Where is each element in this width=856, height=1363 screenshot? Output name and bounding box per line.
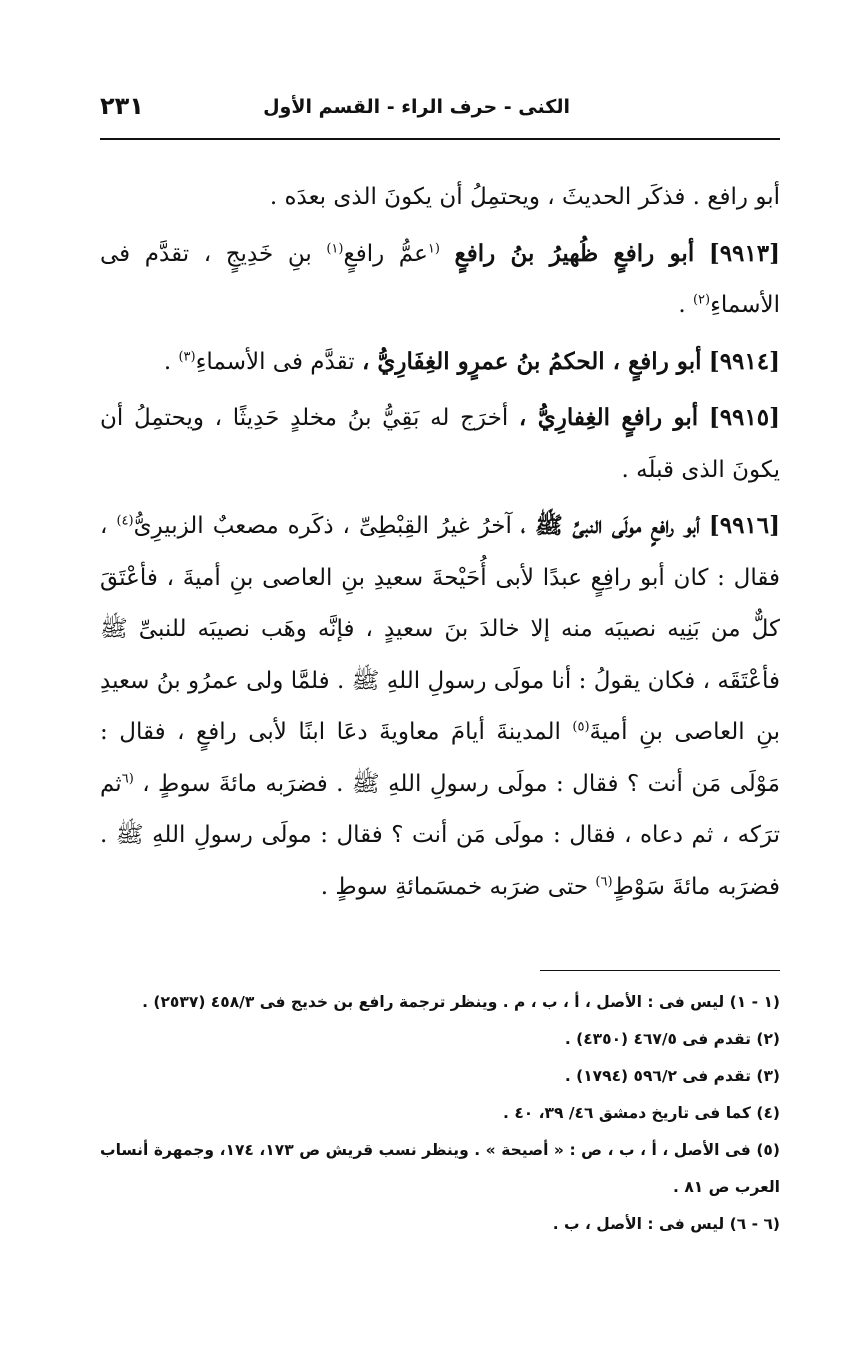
footnote-ref: (٣) (178, 348, 196, 364)
footnote-ref: (٦) (595, 873, 613, 889)
entry-text: حتى ضرَبه خمسَمائةِ سوطٍ . (320, 873, 589, 900)
footnote: (٢) تقدم فى ٤٦٧/٥ (٤٣٥٠) . (564, 1030, 780, 1048)
footnote: (١ - ١) ليس فى : الأصل ، أ ، ب ، م . وينظر ترجمة رافع بن خديج فى ٤٥٨/٣ (٢٥٣٧) . (142, 993, 780, 1011)
entry-9916 (100, 500, 780, 913)
entry-text: أخرَج له بَقِيُّ بنُ مخلدٍ حَدِيثًا ، ويحتمِلُ أن يكونَ الذى قبلَه . (100, 405, 780, 483)
entry-number: [٩٩١٥] (708, 404, 781, 431)
header-rule (100, 138, 780, 140)
entry-text: المدينةَ أيامَ معاويةَ دعَا ابنًا لأبى رافعٍ ، فقال : مَوْلَى مَن أنت ؟ فقال : مولَى رسولِ اللهِ ﷺ . فضرَبه مائةَ سوطٍ ، (100, 719, 780, 797)
entry-9914 (100, 336, 780, 389)
footnote: (٤) كما فى تاريخ دمشق ٤٦/ ٣٩، ٤٠ . (503, 1104, 780, 1122)
entry-name: أبو رافعٍ ، الحكمُ بنُ عمرٍو الغِفَارِيُّ ، (361, 347, 702, 375)
entry-text: تقدَّم فى الأسماءِ (195, 348, 355, 375)
footnote-ref: (٢) (692, 292, 711, 308)
entry-number: [٩٩١٦] (708, 512, 781, 539)
entry-text: ثم ترَكه ، ثم دعاه ، فقال : مولَى مَن أنت ؟ فقال : مولَى رسولِ اللهِ ﷺ . فضرَبه مائةَ سَوْطٍ (100, 770, 780, 900)
entry-9915 (100, 392, 780, 496)
entry-name: أبو رافعٍ ظُهيرُ بنُ رافعٍ (454, 239, 695, 267)
main-text (100, 172, 780, 917)
footnote-rule (540, 970, 780, 971)
entry-name: أبو رافعٍ مولَى النبىِّ ﷺ ، (520, 512, 700, 539)
entry-number: [٩٩١٤] (708, 347, 780, 375)
footnote-ref: (١) (326, 240, 344, 256)
page-header (100, 90, 780, 130)
entry-text: آخرُ غيرُ القِبْطِىِّ ، ذكَره مصعبٌ الزبيرِىُّ (133, 513, 512, 539)
footnote-ref: (٥) (572, 719, 590, 735)
footnote-ref: (١ (427, 240, 440, 256)
footnote: (٦ - ٦) ليس فى : الأصل ، ب . (552, 1215, 780, 1233)
entry-text: بنِ خَدِيجٍ ، تقدَّم فى الأسماءِ (100, 240, 780, 318)
paragraph-text: أبو رافع . فذكَر الحديثَ ، ويحتمِلُ أن يكونَ الذى بعدَه . (269, 184, 780, 210)
page-number: ٢٣١ (100, 92, 144, 120)
footnote: (٥) فى الأصل ، أ ، ب ، ص : « أصيحة » . وينظر نسب قريش ص ١٧٣، ١٧٤، وجمهرة أنساب العرب ص ٨١ . (100, 1141, 780, 1196)
entry-text: . (163, 348, 172, 375)
running-title: الكنى - حرف الراء - القسم الأول (263, 96, 570, 118)
entry-text: عمُّ رافعٍ (343, 240, 428, 267)
paragraph-continuation (100, 172, 780, 224)
entry-text: ، فقال : كان أبو رافِعٍ عبدًا لأبى أُحَيْحةَ سعيدِ بنِ العاصى بنِ أميةَ ، فأعْتَقَ كلٌّ من بَنِيه نصيبَه منه إلا خالدَ بنَ سعيدٍ ، فإنَّه وهَب نصيبَه للنبىِّ ﷺ فأعْتَقَه ، فكان يقولُ : أنا مولَى رسولِ اللهِ ﷺ . فلمَّا ولى عمرُو بنُ سعيدِ بنِ العاصى بنِ أميةَ (100, 513, 781, 745)
footnote-ref: (٤) (116, 513, 134, 529)
entry-9913 (100, 228, 780, 332)
entry-text: . (678, 292, 686, 318)
footnote: (٣) تقدم فى ٥٩٦/٢ (١٧٩٤) . (564, 1067, 780, 1085)
footnote-ref: (٦ (121, 770, 134, 786)
entry-number: [٩٩١٣] (708, 239, 781, 267)
footnotes (100, 984, 780, 1243)
entry-name: أبو رافعٍ الغِفارِيُّ ، (518, 404, 699, 431)
